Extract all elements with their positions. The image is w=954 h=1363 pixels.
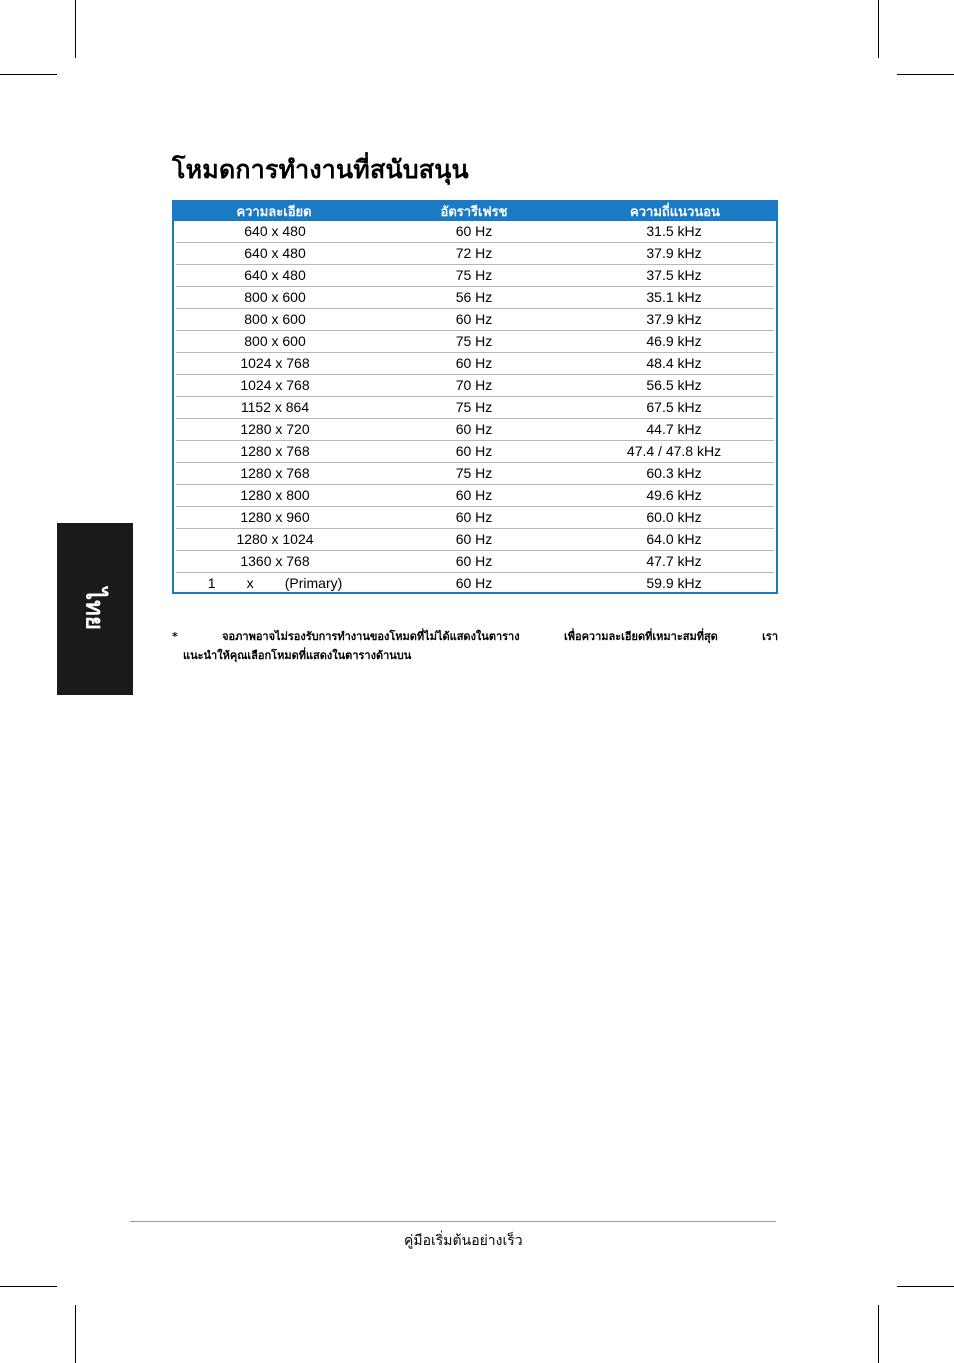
cell-horizontal-frequency: 48.4 kHz	[646, 355, 702, 371]
table-row	[176, 573, 774, 595]
crop-mark	[897, 74, 954, 75]
table-row	[176, 551, 774, 573]
cell-horizontal-frequency: 49.6 kHz	[646, 487, 702, 503]
footnote-line: * จอภาพอาจไม่รองรับการทำงานของโหมดที่ไม่ได้แสดงในตาราง เพื่อความละเอียดที่เหมาะสมที่สุด เรา	[172, 630, 778, 643]
cell-refresh-rate: 60 Hz	[455, 531, 493, 547]
cell-refresh-rate: 75 Hz	[455, 465, 493, 481]
footnote-line: แนะนำให้คุณเลือกโหมดที่แสดงในตารางด้านบน	[183, 649, 412, 662]
cell-refresh-rate: 60 Hz	[455, 575, 493, 591]
cell-resolution: 640 x 480	[244, 267, 306, 283]
cell-resolution: 800 x 600	[244, 311, 306, 327]
cell-refresh-rate: 75 Hz	[455, 333, 493, 349]
cell-horizontal-frequency: 47.4 / 47.8 kHz	[626, 443, 722, 459]
cell-refresh-rate: 75 Hz	[455, 267, 493, 283]
cell-resolution: 1 x (Primary)	[207, 575, 343, 591]
cell-resolution: 800 x 600	[244, 289, 306, 305]
cell-resolution: 1280 x 800	[240, 487, 310, 503]
header-resolution: ความละเอียด	[236, 205, 312, 220]
table-row	[176, 375, 774, 397]
cell-refresh-rate: 75 Hz	[455, 399, 493, 415]
table-row	[176, 485, 774, 507]
cell-refresh-rate: 60 Hz	[455, 553, 493, 569]
crop-mark	[878, 1305, 879, 1363]
table-row	[176, 529, 774, 551]
table-header	[174, 202, 776, 221]
header-horizontal-frequency: ความถี่แนวนอน	[630, 205, 720, 220]
footer-text: คู่มือเริ่มต้นอย่างเร็ว	[404, 1233, 523, 1249]
cell-horizontal-frequency: 37.9 kHz	[646, 311, 702, 327]
table-row	[176, 463, 774, 485]
crop-mark	[0, 1286, 57, 1287]
table-row	[176, 507, 774, 529]
cell-resolution: 1152 x 864	[240, 399, 310, 415]
side-tab-label: ไทย	[80, 588, 109, 630]
cell-horizontal-frequency: 47.7 kHz	[646, 553, 702, 569]
cell-resolution: 640 x 480	[244, 223, 306, 239]
cell-resolution: 1024 x 768	[240, 377, 310, 393]
table-row	[176, 397, 774, 419]
page-title: โหมดการทำงานที่สนับสนุน	[172, 155, 469, 184]
crop-mark	[75, 0, 76, 58]
cell-resolution: 640 x 480	[244, 245, 306, 261]
table-row	[176, 309, 774, 331]
crop-mark	[878, 0, 879, 58]
cell-horizontal-frequency: 35.1 kHz	[646, 289, 702, 305]
cell-refresh-rate: 56 Hz	[455, 289, 493, 305]
cell-refresh-rate: 72 Hz	[455, 245, 493, 261]
cell-horizontal-frequency: 37.9 kHz	[646, 245, 702, 261]
cell-refresh-rate: 70 Hz	[455, 377, 493, 393]
cell-horizontal-frequency: 60.3 kHz	[646, 465, 702, 481]
cell-resolution: 1280 x 768	[240, 443, 310, 459]
cell-horizontal-frequency: 46.9 kHz	[646, 333, 702, 349]
table-row	[176, 331, 774, 353]
crop-mark	[0, 74, 57, 75]
cell-resolution: 1024 x 768	[240, 355, 310, 371]
cell-refresh-rate: 60 Hz	[455, 421, 493, 437]
table-row	[176, 353, 774, 375]
cell-resolution: 1280 x 1024	[236, 531, 314, 547]
table-body	[174, 221, 776, 595]
cell-horizontal-frequency: 37.5 kHz	[646, 267, 702, 283]
footnote	[172, 627, 778, 665]
cell-refresh-rate: 60 Hz	[455, 487, 493, 503]
table-row	[176, 243, 774, 265]
cell-refresh-rate: 60 Hz	[455, 355, 493, 371]
cell-refresh-rate: 60 Hz	[455, 509, 493, 525]
cell-resolution: 1280 x 768	[240, 465, 310, 481]
cell-refresh-rate: 60 Hz	[455, 311, 493, 327]
table-row	[176, 419, 774, 441]
crop-mark	[897, 1286, 954, 1287]
table-row	[176, 441, 774, 463]
language-side-tab	[57, 523, 133, 695]
cell-resolution: 800 x 600	[244, 333, 306, 349]
cell-horizontal-frequency: 59.9 kHz	[646, 575, 702, 591]
crop-mark	[75, 1305, 76, 1363]
cell-horizontal-frequency: 31.5 kHz	[646, 223, 702, 239]
table-row	[176, 287, 774, 309]
cell-horizontal-frequency: 67.5 kHz	[646, 399, 702, 415]
table-row	[176, 221, 774, 243]
cell-horizontal-frequency: 56.5 kHz	[646, 377, 702, 393]
cell-horizontal-frequency: 64.0 kHz	[646, 531, 702, 547]
cell-resolution: 1280 x 720	[240, 421, 310, 437]
cell-resolution: 1360 x 768	[240, 553, 310, 569]
cell-horizontal-frequency: 60.0 kHz	[646, 509, 702, 525]
cell-refresh-rate: 60 Hz	[455, 443, 493, 459]
header-refresh-rate: อัตรารีเฟรช	[440, 205, 508, 220]
cell-refresh-rate: 60 Hz	[455, 223, 493, 239]
footer-divider	[130, 1221, 776, 1222]
cell-resolution: 1280 x 960	[240, 509, 310, 525]
supported-modes-table	[172, 200, 778, 594]
cell-horizontal-frequency: 44.7 kHz	[646, 421, 702, 437]
table-row	[176, 265, 774, 287]
